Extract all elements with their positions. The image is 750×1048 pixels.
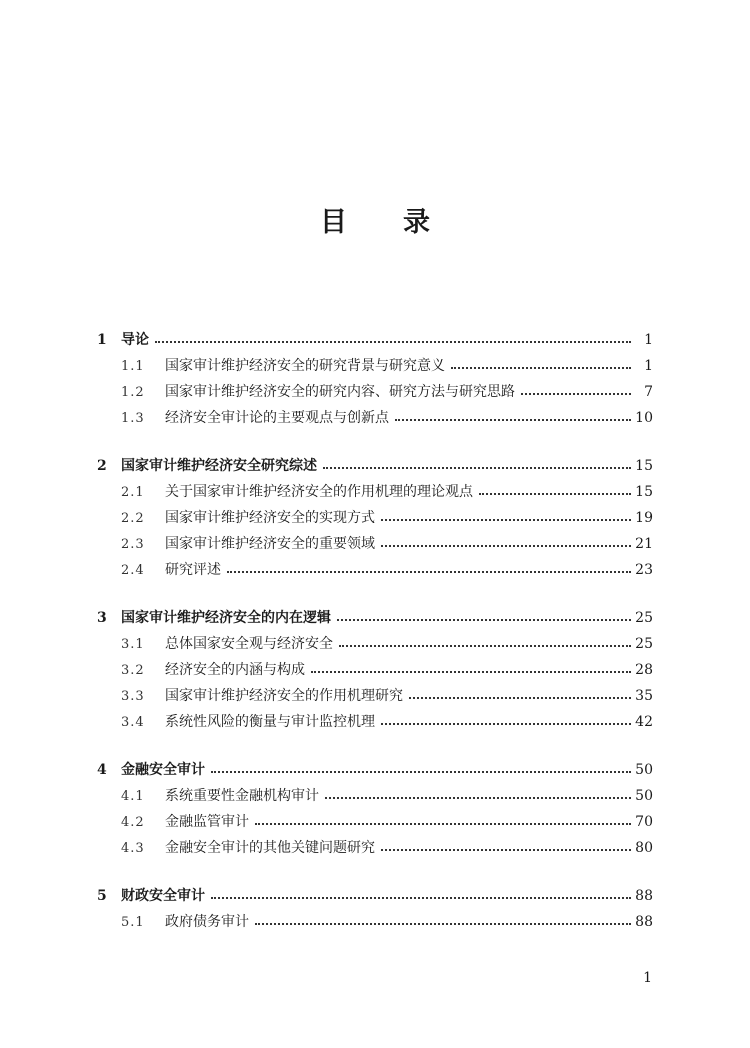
dot-leader — [323, 467, 631, 469]
page-number: 15 — [635, 458, 653, 474]
dot-leader — [381, 545, 631, 547]
page-number: 7 — [644, 384, 653, 400]
section-number: 5.1 — [121, 915, 145, 930]
section-number: 3.3 — [121, 689, 145, 704]
chapter-number: 3 — [97, 610, 107, 626]
section-number: 4.2 — [121, 815, 145, 830]
chapter-title: 导论 — [121, 332, 149, 348]
dot-leader — [255, 823, 631, 825]
page-number: 88 — [635, 888, 653, 904]
section-number: 4.3 — [121, 841, 145, 856]
page-title — [0, 200, 750, 239]
dot-leader — [381, 849, 631, 851]
toc-chapter-1 — [97, 327, 653, 431]
page-folio: 1 — [643, 970, 652, 986]
toc-section-entry[interactable] — [97, 405, 653, 431]
page-number: 25 — [635, 636, 653, 652]
section-number: 1.2 — [121, 385, 145, 400]
chapter-title: 国家审计维护经济安全的内在逻辑 — [121, 610, 331, 626]
toc-section-entry[interactable] — [97, 557, 653, 583]
page-number: 10 — [635, 410, 653, 426]
page-number: 25 — [635, 610, 653, 626]
page-number: 21 — [635, 536, 653, 552]
section-title: 系统重要性金融机构审计 — [165, 788, 319, 804]
section-title: 国家审计维护经济安全的研究内容、研究方法与研究思路 — [165, 384, 515, 400]
toc-section-entry[interactable] — [97, 683, 653, 709]
page-number: 70 — [635, 814, 653, 830]
section-number: 2.2 — [121, 511, 145, 526]
section-title: 经济安全的内涵与构成 — [165, 662, 305, 678]
toc-section-entry[interactable] — [97, 835, 653, 861]
dot-leader — [211, 897, 631, 899]
section-number: 3.2 — [121, 663, 145, 678]
toc-chapter-entry[interactable] — [97, 757, 653, 783]
section-title: 经济安全审计论的主要观点与创新点 — [165, 410, 389, 426]
dot-leader — [311, 671, 631, 673]
section-number: 1.3 — [121, 411, 145, 426]
section-title: 金融监管审计 — [165, 814, 249, 830]
dot-leader — [451, 367, 631, 369]
dot-leader — [255, 923, 631, 925]
dot-leader — [395, 419, 631, 421]
chapter-number: 4 — [97, 762, 107, 778]
page-number: 88 — [635, 914, 653, 930]
dot-leader — [337, 619, 631, 621]
page-title-char-2: 录 — [403, 207, 430, 238]
page-title-char-1: 目 — [320, 207, 347, 238]
toc-section-entry[interactable] — [97, 353, 653, 379]
section-title: 关于国家审计维护经济安全的作用机理的理论观点 — [165, 484, 473, 500]
chapter-number: 1 — [97, 332, 107, 348]
toc-chapter-4 — [97, 757, 653, 861]
page-number: 50 — [635, 762, 653, 778]
dot-leader — [409, 697, 631, 699]
page-number: 50 — [635, 788, 653, 804]
dot-leader — [339, 645, 631, 647]
toc-section-entry[interactable] — [97, 809, 653, 835]
toc-section-entry[interactable] — [97, 631, 653, 657]
page-number: 35 — [635, 688, 653, 704]
dot-leader — [521, 393, 631, 395]
chapter-title: 国家审计维护经济安全研究综述 — [121, 458, 317, 474]
dot-leader — [211, 771, 631, 773]
page-number: 19 — [635, 510, 653, 526]
section-number: 2.3 — [121, 537, 145, 552]
section-title: 国家审计维护经济安全的实现方式 — [165, 510, 375, 526]
section-number: 4.1 — [121, 789, 145, 804]
section-title: 系统性风险的衡量与审计监控机理 — [165, 714, 375, 730]
table-of-contents — [97, 327, 653, 957]
section-number: 2.4 — [121, 563, 145, 578]
toc-chapter-3 — [97, 605, 653, 735]
toc-section-entry[interactable] — [97, 783, 653, 809]
page-number: 23 — [635, 562, 653, 578]
section-title: 国家审计维护经济安全的研究背景与研究意义 — [165, 358, 445, 374]
chapter-number: 2 — [97, 458, 107, 474]
dot-leader — [227, 571, 631, 573]
section-title: 国家审计维护经济安全的作用机理研究 — [165, 688, 403, 704]
toc-section-entry[interactable] — [97, 531, 653, 557]
section-title: 研究评述 — [165, 562, 221, 578]
section-title: 国家审计维护经济安全的重要领域 — [165, 536, 375, 552]
section-number: 3.4 — [121, 715, 145, 730]
toc-chapter-5 — [97, 883, 653, 935]
chapter-title: 金融安全审计 — [121, 762, 205, 778]
page-number: 15 — [635, 484, 653, 500]
toc-section-entry[interactable] — [97, 379, 653, 405]
chapter-number: 5 — [97, 888, 107, 904]
toc-chapter-entry[interactable] — [97, 883, 653, 909]
dot-leader — [479, 493, 631, 495]
toc-section-entry[interactable] — [97, 505, 653, 531]
section-title: 金融安全审计的其他关键问题研究 — [165, 840, 375, 856]
toc-section-entry[interactable] — [97, 479, 653, 505]
page-number: 42 — [635, 714, 653, 730]
page-number: 80 — [635, 840, 653, 856]
page-number: 1 — [644, 358, 653, 374]
dot-leader — [325, 797, 631, 799]
dot-leader — [381, 519, 631, 521]
toc-chapter-2 — [97, 453, 653, 583]
chapter-title: 财政安全审计 — [121, 888, 205, 904]
toc-section-entry[interactable] — [97, 657, 653, 683]
toc-section-entry[interactable] — [97, 709, 653, 735]
dot-leader — [381, 723, 631, 725]
toc-section-entry[interactable] — [97, 909, 653, 935]
section-number: 3.1 — [121, 637, 145, 652]
toc-chapter-entry[interactable] — [97, 327, 653, 353]
page-number: 28 — [635, 662, 653, 678]
page-number: 1 — [644, 332, 653, 348]
toc-chapter-entry[interactable] — [97, 453, 653, 479]
section-number: 2.1 — [121, 485, 145, 500]
dot-leader — [155, 341, 631, 343]
toc-chapter-entry[interactable] — [97, 605, 653, 631]
section-title: 总体国家安全观与经济安全 — [165, 636, 333, 652]
section-number: 1.1 — [121, 359, 145, 374]
section-title: 政府债务审计 — [165, 914, 249, 930]
